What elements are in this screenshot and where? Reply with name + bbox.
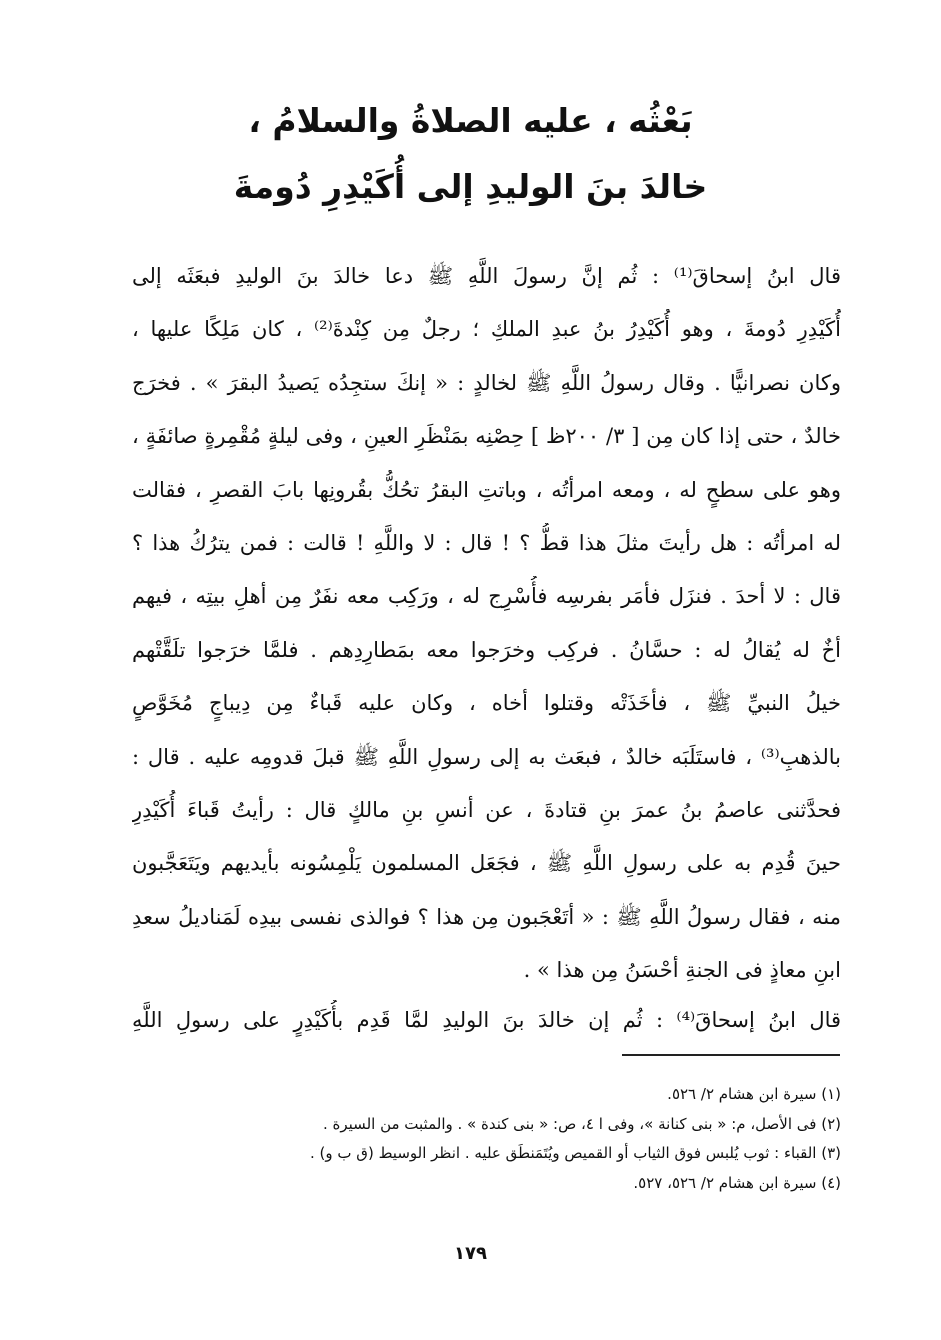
text-line: قال ابنُ إسحاقَ⁽⁴⁾ : ثُم إن خالدَ بنَ الوليدِ لمَّا قَدِم بأُكَيْدِرٍ على رسولِ اللَّهِ — [132, 1008, 841, 1032]
text-line: خيلُ النبيِّ ﷺ ، فأخَذَتْه وقتلوا أخاه ، وكان عليه قَباءٌ مِن دِيباجٍ مُخَوَّصٍ — [132, 691, 841, 716]
text-line: حينَ قُدِم به على رسولِ اللَّهِ ﷺ ، فجَعَل المسلمون يَلْمِسُونه بأيديهم ويَتَعَجَّبون — [132, 851, 841, 876]
text-line: أخٌ له يُقالُ له : حسَّانُ . فركِب وخرَجوا معه بمَطارِدِهم . فلمَّا خرَجوا تلَقَّتْهم — [132, 637, 841, 662]
footnote: (٢) فى الأصل، م: « بنى كنانة »، وفى ا ٤، ص: « بنى كندة » . والمثبت من السيرة . — [322, 1114, 841, 1133]
footnote: (٣) القباء : ثوب يُلبس فوق الثياب أو القميص ويُتَمَنطَق عليه . انظر الوسيط (ق ب و) . — [310, 1144, 841, 1162]
text-line: قال ابنُ إسحاقَ⁽¹⁾ : ثُم إنَّ رسولَ اللَّهِ ﷺ دعا خالدَ بنَ الوليدِ فبعَثَه إلى — [132, 264, 841, 288]
text-line: بالذهبِ⁽³⁾ ، فاستَلَبَه خالدٌ ، فبعَث به إلى رسولِ اللَّهِ ﷺ قبلَ قدومِه عليه . قال : — [132, 744, 841, 769]
page-number: ١٧٩ — [454, 1243, 487, 1264]
text-line: قال : لا أحدَ . فنزَل فأمَر بفرسِه فأُسْرِج له ، ورَكِب معه نفَرٌ مِن أهلِ بيتِه ، فيهم — [132, 584, 841, 609]
text-line: أُكَيْدِرِ دُومةَ ، وهو أُكَيْدِرُ بنُ عبدِ الملكِ ؛ رجلٌ مِن كِنْدةَ⁽²⁾ ، كان مَلِكًا عليها ، — [132, 317, 841, 342]
text-line: وهو على سطحٍ له ، ومعه امرأتُه ، وباتتِ البقرُ تحُكُّ بقُرونِها بابَ القصرِ ، فقالت — [132, 477, 841, 502]
text-line: وكان نصرانيًّا . وقال رسولُ اللَّهِ ﷺ لخالدٍ : « إنكَ ستجِدُه يَصيدُ البقرَ » . فخرَج — [132, 370, 841, 395]
text-line: ابنِ معاذٍ فى الجنةِ أحْسَنُ مِن هذا » . — [523, 958, 841, 983]
footnotes — [150, 1080, 841, 1198]
footnote: (١) سيرة ابن هشام ٢/ ٥٢٦. — [667, 1085, 841, 1103]
text-line: له امرأتُه : هل رأيتَ مثلَ هذا قطُّ ؟ ! قال : لا واللَّهِ ! قالت : فمن يترُكُ هذا ؟ — [132, 530, 841, 555]
text-line: خالدٌ ، حتى إذا كان مِن [ ٣/ ٢٠٠ظ ] حِصْنِه بمَنْظَرِ العينِ ، وفى ليلةٍ مُقْمِرةٍ صائفَةٍ ، — [132, 424, 841, 449]
text-line: منه ، فقال رسولُ اللَّهِ ﷺ : « أتَعْجَبون مِن هذا ؟ فوالذى نفسى بيدِه لَمَناديلُ سعدِ — [132, 904, 841, 929]
text-line: فحدَّثنى عاصمُ بنُ عمرَ بنِ قتادةَ ، عن أنسِ بنِ مالكٍ قال : رأيتُ قَباءَ أُكَيْدِرِ — [132, 797, 841, 822]
second-paragraph — [132, 1000, 841, 1053]
chapter-title-line-2: خالدَ بنَ الوليدِ إلى أُكَيْدِرِ دُومةَ — [233, 167, 708, 206]
chapter-title-line-1: بَعْثُه ، عليه الصلاةُ والسلامُ ، — [248, 101, 693, 140]
footnote: (٤) سيرة ابن هشام ٢/ ٥٢٦، ٥٢٧. — [633, 1173, 841, 1192]
footnote-separator — [622, 1054, 840, 1056]
main-paragraph — [132, 256, 841, 1003]
